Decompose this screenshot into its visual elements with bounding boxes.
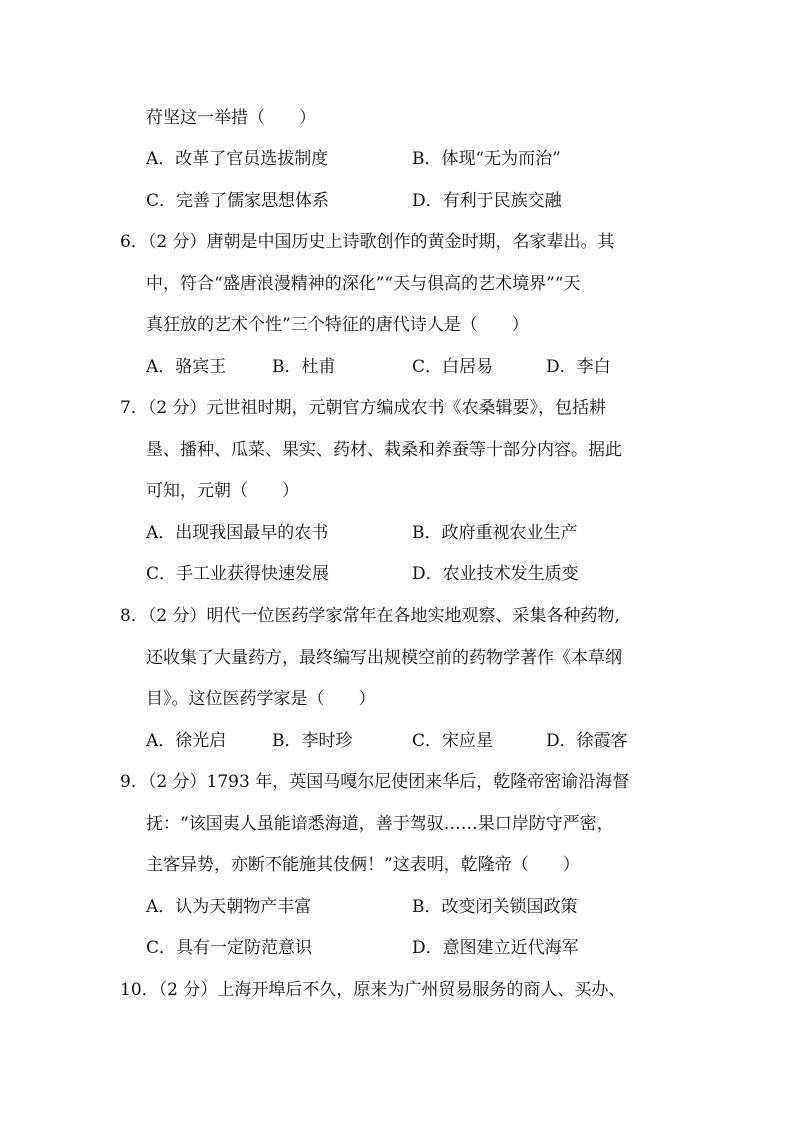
q7-line3: 可知，元朝（ ） (146, 481, 299, 501)
q8-option-a: A．徐光启 (146, 731, 227, 751)
q9-option-b: B．改变闭关锁国政策 (412, 897, 578, 917)
q5-option-b: B．体现“无为而治” (412, 149, 561, 169)
q9-line3: 主客异势，亦断不能施其伎俩！”这表明，乾隆帝（ ） (146, 855, 580, 875)
q8-line1: 8．（2 分）明代一位医药学家常年在各地实地观察、采集各种药物, (120, 606, 620, 626)
q5-continuation: 苻坚这一举措（ ） (146, 108, 316, 128)
q7-option-c: C．手工业获得快速发展 (146, 564, 330, 584)
q7-option-b: B．政府重视农业生产 (412, 523, 578, 543)
q6-option-c: C．白居易 (412, 357, 494, 377)
q8-option-b: B．李时珍 (272, 731, 353, 751)
q7-line2: 垦、播种、瓜菜、果实、药材、栽桑和养蚕等十部分内容。据此 (146, 440, 622, 460)
q6-line3: 真狂放的艺术个性”三个特征的唐代诗人是（ ） (146, 315, 529, 335)
q8-option-c: C．宋应星 (412, 731, 494, 751)
q7-line1: 7．（2 分）元世祖时期，元朝官方编成农书《农桑辑要》，包括耕 (120, 398, 607, 418)
q6-option-d: D．李白 (546, 357, 611, 377)
q7-option-d: D．农业技术发生质变 (412, 564, 579, 584)
q6-line2: 中，符合“盛唐浪漫精神的深化”“天与俱高的艺术境界”“天 (146, 274, 581, 294)
q9-option-c: C．具有一定防范意识 (146, 938, 313, 958)
q8-line2: 还收集了大量药方，最终编写出规模空前的药物学著作《本草纲 (146, 648, 622, 668)
q9-option-a: A．认为天朝物产丰富 (146, 897, 312, 917)
q5-option-d: D．有利于民族交融 (412, 191, 562, 211)
q8-option-d: D．徐霞客 (546, 731, 628, 751)
q7-option-a: A．出现我国最早的农书 (146, 523, 329, 543)
q10-line1: 10．（2 分）上海开埠后不久，原来为广州贸易服务的商人、买办、 (120, 980, 626, 1000)
q6-option-a: A．骆宾王 (146, 357, 227, 377)
q5-option-a: A．改革了官员选拔制度 (146, 149, 329, 169)
q9-line1: 9．（2 分）1793 年，英国马嘎尔尼使团来华后，乾隆帝密谕沿海督 (120, 772, 630, 792)
q9-line2: 抚：“该国夷人虽能谙悉海道，善于驾驭……果口岸防守严密， (146, 814, 614, 834)
q6-option-b: B．杜甫 (272, 357, 336, 377)
q9-option-d: D．意图建立近代海军 (412, 938, 579, 958)
q8-line3: 目》。这位医药学家是（ ） (146, 689, 376, 709)
q6-line1: 6．（2 分）唐朝是中国历史上诗歌创作的黄金时期，名家辈出。其 (120, 232, 615, 252)
q5-option-c: C．完善了儒家思想体系 (146, 191, 330, 211)
